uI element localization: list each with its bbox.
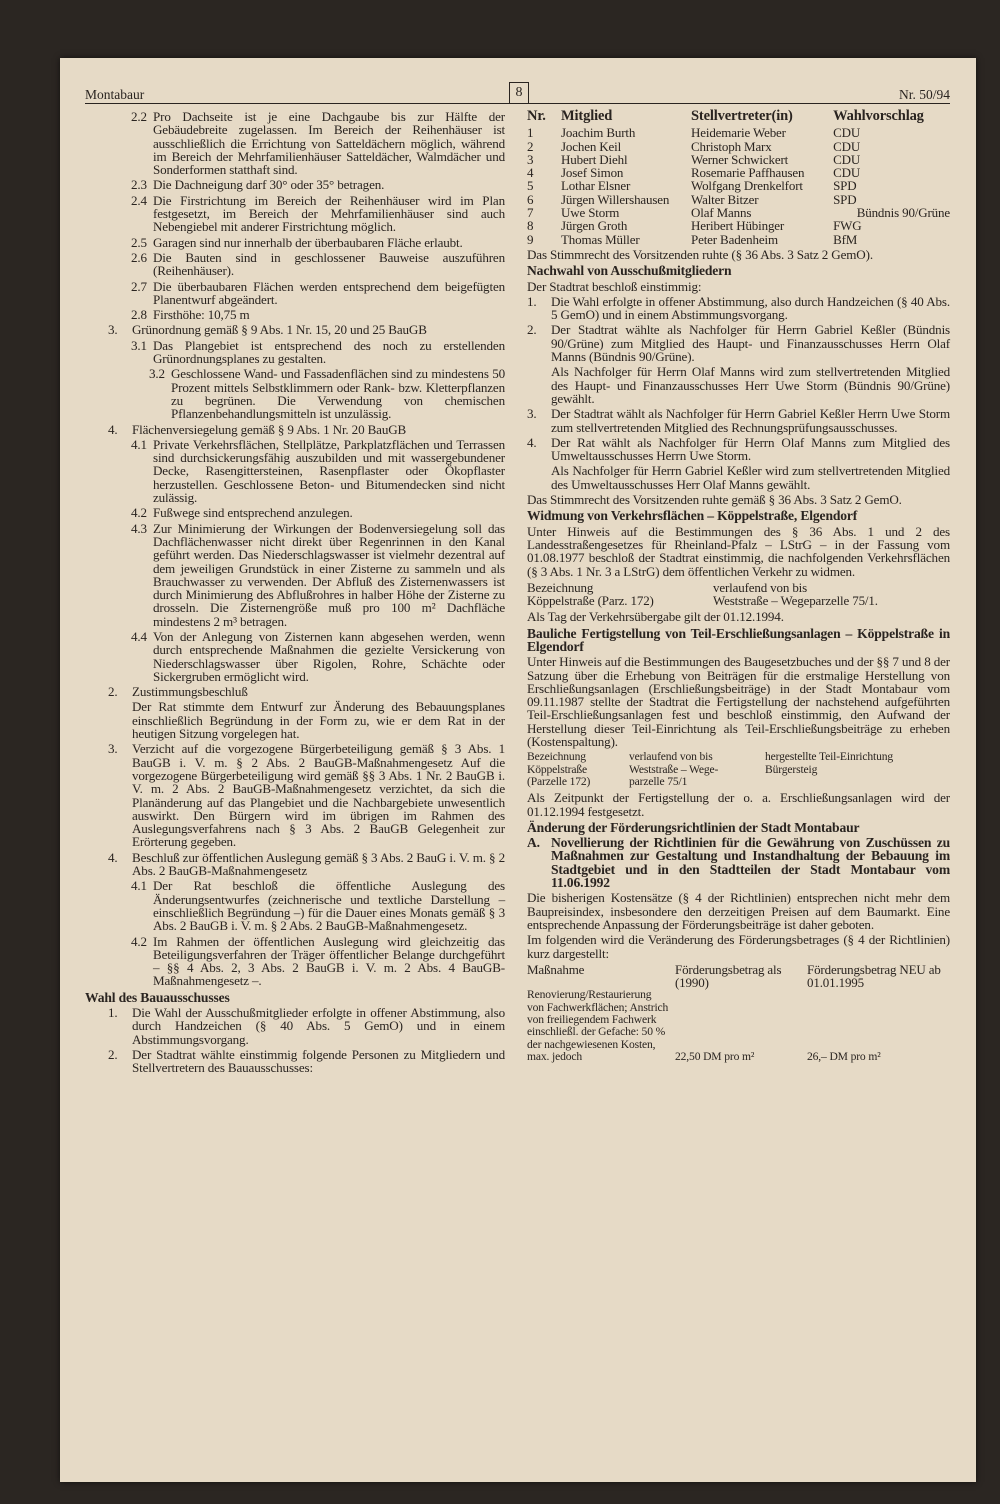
item-number: 3.	[108, 741, 118, 757]
table-cell: Walter Bitzer	[691, 191, 759, 207]
table-cell: 6	[527, 191, 534, 207]
table-cell: CDU	[833, 125, 861, 141]
table-row	[527, 140, 950, 153]
foerder-measure: Renovierung/Restaurierung von Fachwerkflächen; Anstrich von freiliegendem Fachwerk einschließl. der Gefache: 50 % der nachgewiesenen Kosten, max. jedoch	[527, 988, 669, 1063]
paragraph-text: Wahl des Bauausschusses	[85, 989, 230, 1005]
paragraph	[85, 685, 505, 698]
table-cell: Olaf Manns	[691, 205, 752, 221]
section-heading	[85, 991, 505, 1004]
section-heading	[527, 264, 950, 277]
table-cell: Rosemarie Paffhausen	[691, 165, 805, 181]
item-number: A.	[527, 835, 540, 851]
table-cell: SPD	[833, 191, 857, 207]
paragraph	[527, 791, 950, 818]
paragraph-text: Im Rahmen der öffentlichen Auslegung wird gleichzeitig das Beteiligungsverfahren der Träger öffentlicher Belange durchgeführt – §§ 4 Abs. 2, 3 Abs. 2 BauGB i. V. m. 2 Abs. 4 BauGB-Maßnahmengesetz –.	[153, 933, 505, 989]
paragraph	[85, 438, 505, 504]
item-number: 2.2	[131, 109, 147, 124]
foerder-old-amount: 22,50 DM pro m²	[675, 1049, 755, 1063]
paragraph	[527, 655, 950, 748]
table-cell: 7	[527, 205, 534, 221]
table-cell: CDU	[833, 138, 861, 154]
table-row	[527, 166, 950, 179]
paragraph-text: Unter Hinweis auf die Bestimmungen des Baugesetzbuches und der §§ 7 und 8 der Satzung über die Erhebung von Beiträgen für die erstmalige Herstellung von Erschließungsanlagen (Erschließungsbeiträge) in der Stadt Montabaur vom 09.11.1987 stellte der Stadtrat die Fertigstellung der nachstehend aufgeführten Teil-Erschließungsanlagen fest und beschloß einstimmig, den Aufwand der Herstellung dieser Teil-Einrichtung als Teil-Erschließungsbeiträge zu erheben (Kostenspaltung).	[527, 654, 950, 750]
table-cell: Werner Schwickert	[691, 151, 789, 167]
paragraph-text: Als Tag der Verkehrsübergabe gilt der 01.12.1994.	[527, 609, 784, 625]
paragraph	[527, 295, 950, 322]
item-number: 4.	[108, 421, 118, 437]
page-number: 8	[509, 82, 529, 104]
paragraph-text: Novellierung der Richtlinien für die Gewährung von Zuschüssen zu Maßnahmen zur Gestaltung und Instandhaltung der Bebauung im Stadtgebiet und in den Stadtteilen der Stadt Montabaur vom 11.06.1992	[551, 835, 950, 891]
paragraph-text: Als Nachfolger für Herrn Gabriel Keßler wird zum stellvertretenden Mitglied des Umweltausschusses Herr Olaf Manns gewählt.	[551, 463, 950, 492]
foerder-header-old: Förderungsbetrag als (1990)	[675, 961, 782, 991]
item-number: 4.1	[131, 436, 147, 452]
table-cell: Josef Simon	[561, 165, 624, 181]
widmung-cell: Köppelstraße (Parz. 172)	[527, 593, 654, 609]
paragraph-text: Änderung der Förderungsrichtlinien der Stadt Montabaur	[527, 819, 860, 835]
table-cell: 2	[527, 138, 534, 154]
table-cell: Hubert Diehl	[561, 151, 628, 167]
paragraph-text: Beschluß zur öffentlichen Auslegung gemäß § 3 Abs. 2 BauG i. V. m. § 2 Abs. 2 BauGB-Maßnahmengesetz	[132, 849, 505, 879]
issue-number: Nr. 50/94	[898, 87, 950, 102]
fertig-cell: Bürgersteig	[765, 762, 818, 776]
paragraph-text: Der Stadtrat wählte als Nachfolger für Herrn Gabriel Keßler (Bündnis 90/Grüne) zum Mitglied des Haupt- und Finanzausschusses Herrn Olaf Manns (Bündnis 90/Grüne).	[551, 322, 950, 365]
item-number: 2.6	[131, 249, 147, 265]
paragraph-text: Die Wahl erfolgte in offener Abstimmung, also durch Handzeichen (§ 40 Abs. 5 GemO) und in einem Abstimmungsvorgang.	[551, 293, 950, 323]
table-row	[527, 219, 950, 232]
col-deputy: Stellvertreter(in)	[691, 108, 793, 124]
paragraph-text: Der Stadtrat wählt als Nachfolger für Herrn Gabriel Keßler Herrn Uwe Storm zum stellvertretenden Mitglied des Rechnungsprüfungsausschusses.	[551, 406, 950, 435]
paragraph-text: Das Stimmrecht des Vorsitzenden ruhte (§ 36 Abs. 3 Satz 2 GemO).	[527, 246, 873, 262]
table-cell: 9	[527, 231, 534, 247]
paragraph	[85, 339, 505, 366]
item-number: 2.	[108, 1046, 118, 1062]
paragraph-text: Fußwege sind entsprechend anzulegen.	[153, 505, 353, 521]
widmung-header-name: Bezeichnung	[527, 579, 594, 595]
paragraph-text: Als Zeitpunkt der Fertigstellung der o. a. Erschließungsanlagen wird der 01.12.1994 festgesetzt.	[527, 790, 950, 819]
widmung-table	[527, 581, 950, 608]
paragraph	[527, 610, 950, 623]
item-number: 2.	[108, 684, 118, 700]
paragraph-text: Der Rat beschloß die öffentliche Auslegung des Änderungsentwurfes (zeichnerische und textliche Darstellung – einschließlich Begründung –) für die Dauer eines Monats gemäß § 3 Abs. 2 BauGB i. V. m. § 2 Abs. 2 BauGB-Maßnahmengesetz.	[153, 878, 505, 934]
paragraph	[85, 280, 505, 307]
paragraph-text: Die überbaubaren Flächen werden entsprechend dem beigefügten Planentwurf abgeändert.	[153, 278, 505, 307]
paragraph-text: Der Stadtrat beschloß einstimmig:	[527, 278, 702, 294]
paragraph-text: Grünordnung gemäß § 9 Abs. 1 Nr. 15, 20 und 25 BauGB	[132, 322, 427, 338]
paragraph-text: Im folgenden wird die Veränderung des Förderungsbetrages (§ 4 der Richtlinien) kurz dargestellt:	[527, 932, 950, 961]
paragraph	[85, 851, 505, 878]
table-cell: BfM	[833, 231, 858, 247]
fertig-header: verlaufend von bis	[629, 750, 713, 764]
table-cell: Peter Badenheim	[691, 231, 778, 247]
table-cell: Joachim Burth	[561, 125, 636, 141]
paragraph-text: Garagen sind nur innerhalb der überbaubaren Fläche erlaubt.	[153, 234, 463, 250]
foerder-header-new: Förderungsbetrag NEU ab 01.01.1995	[807, 961, 941, 991]
fertig-cell	[765, 776, 950, 788]
table-cell: Jürgen Willershausen	[561, 191, 670, 207]
paragraph-text: Der Rat stimmte dem Entwurf zur Änderung des Bebauungsplanes einschließlich Begründung in der Form zu, wie er dem Rat in der heutigen Sitzung vorgelegen hat.	[132, 699, 505, 742]
paragraph-text: Die Bauten sind in geschlossener Bauweise auszuführen (Reihenhäuser).	[153, 249, 505, 279]
table-cell: SPD	[833, 178, 857, 194]
table-cell: Christoph Marx	[691, 138, 772, 154]
right-column	[527, 110, 950, 1063]
table-row	[527, 126, 950, 139]
paragraph	[527, 436, 950, 463]
fertigstellung-table	[527, 751, 950, 788]
table-cell: Heidemarie Weber	[691, 125, 786, 141]
paragraph-text: Bauliche Fertigstellung von Teil-Erschließungsanlagen – Köppelstraße in Elgendorf	[527, 625, 950, 654]
table-cell: FWG	[833, 218, 862, 234]
item-number: 4.2	[131, 505, 147, 521]
paragraph-text: Geschlossene Wand- und Fassadenflächen sind zu mindestens 50 Prozent mittels Selbstklimmern oder Rank- bzw. Kletterpflanzen zu begrünen. Die Verwendung von chemischen Pflanzenbehandlungsmitteln ist unzulässig.	[171, 366, 505, 422]
item-number: 2.	[527, 322, 537, 338]
paragraph	[85, 879, 505, 932]
paragraph-text: Firsthöhe: 10,75 m	[153, 307, 250, 323]
paragraph	[527, 464, 950, 491]
paragraph-text: Die Wahl der Ausschußmitglieder erfolgte in offener Abstimmung, also durch Handzeichen (§ 40 Abs. 5 GemO) und in einem Abstimmungsvorgang.	[132, 1005, 505, 1047]
item-number: 3.1	[131, 337, 147, 353]
paragraph	[85, 935, 505, 988]
paragraph-text: Das Stimmrecht des Vorsitzenden ruhte gemäß § 36 Abs. 3 Satz 2 GemO.	[527, 492, 902, 508]
paragraph	[85, 323, 505, 336]
paragraph-text: Der Stadtrat wählte einstimmig folgende Personen zu Mitgliedern und Stellvertretern des Bauausschusses:	[132, 1046, 505, 1076]
paragraph-text: Als Nachfolger für Herrn Olaf Manns wird zum stellvertretenden Mitglied des Haupt- und Finanzausschusses Herr Uwe Storm (Bündnis 90/Grüne) gewählt.	[551, 364, 950, 406]
fertig-cell: Weststraße – Wege-	[629, 762, 719, 776]
table-row	[527, 206, 950, 219]
table-cell: Jürgen Groth	[561, 218, 628, 234]
table-cell: Jochen Keil	[561, 138, 622, 154]
fertig-cell: parzelle 75/1	[629, 774, 688, 788]
item-number: 2.7	[131, 278, 147, 294]
col-member: Mitglied	[561, 108, 613, 124]
paragraph-text: Die Dachneigung darf 30° oder 35° betragen.	[153, 177, 385, 193]
table-row	[527, 233, 950, 246]
col-party: Wahlvorschlag	[833, 108, 924, 124]
section-heading	[527, 627, 950, 654]
paragraph	[85, 700, 505, 740]
paragraph-text: Private Verkehrsflächen, Stellplätze, Parkplatzflächen und Terrassen sind durchsickerungsfähig auszubilden und mit wassergebundener Decke, Rasengittersteinen, Rasenpflaster oder Ökopflaster herzustellen. Geschlossene Beton- und Bitumendecken sind nicht zulässig.	[153, 436, 505, 506]
table-cell: Heribert Hübinger	[691, 218, 785, 234]
widmung-header-route: verlaufend von bis	[713, 579, 808, 595]
paragraph-text: Die bisherigen Kostensätze (§ 4 der Richtlinien) entsprechen nicht mehr dem Baupreisindex, insbesondere den derzeitigen Preisen auf dem Baumarkt. Eine entsprechende Anpassung der Förderungsbeiträge ist daher geboten.	[527, 890, 950, 932]
item-number: 4.1	[131, 878, 147, 894]
fertig-header: hergestellte Teil-Einrichtung	[765, 750, 894, 764]
paragraph	[85, 506, 505, 519]
paragraph	[85, 1006, 505, 1046]
paragraph	[527, 525, 950, 578]
foerderung-table	[527, 963, 950, 1063]
paragraph-text: Der Rat wählt als Nachfolger für Herrn Olaf Manns zum Mitglied des Umweltausschusses Herrn Uwe Storm.	[551, 434, 950, 464]
table-row	[527, 153, 950, 166]
right-text-b	[527, 610, 950, 748]
paragraph-text: Zustimmungsbeschluß	[132, 684, 248, 700]
table-cell: Thomas Müller	[561, 231, 640, 247]
table-cell: Wolfgang Drenkelfort	[691, 178, 803, 194]
table-cell: Lothar Elsner	[561, 178, 631, 194]
widmung-cell: Weststraße – Wegeparzelle 75/1.	[713, 593, 878, 609]
section-heading	[527, 509, 950, 522]
paragraph-text: Verzicht auf die vorgezogene Bürgerbeteiligung gemäß § 3 Abs. 1 BauGB i. V. m. § 2 Abs. 2 BauGB-Maßnahmengesetz Auf die vorgezogene Bürgerbeteiligung wird gemäß §§ 3 Abs. 1 Nr. 2 BauGB i. V. m. 2 Abs. 2 BauGB-Maßnahmengesetz verzichtet, da sich die Planänderung auf das Plangebiet und die Nachbargebiete unwesentlich auswirkt. Den Bürgern wird im übrigen im Rahmen des Auslegungsverfahrens nach § 3 Abs. 2 BauGB Gelegenheit zur Erörterung gegeben.	[132, 741, 505, 850]
paragraph	[85, 251, 505, 278]
item-number: 1.	[108, 1005, 118, 1020]
paragraph	[85, 194, 505, 234]
table-cell: Uwe Storm	[561, 205, 620, 221]
paragraph	[527, 280, 950, 293]
table-cell: 4	[527, 165, 534, 181]
paragraph	[527, 836, 950, 889]
table-cell: 1	[527, 125, 534, 141]
paragraph	[85, 308, 505, 321]
paragraph-text: Pro Dachseite ist je eine Dachgaube bis zur Hälfte der Gebäudebreite zugelassen. Im Bereich der Reihenhäuser ist ausschließlich die Errichtung von Satteldächern möglich, während im Bereich der Mehrfamilienhäuser Satteldächer, Walmdächer und Sonderformen statthaft sind.	[153, 109, 505, 178]
paragraph-text: Flächenversiegelung gemäß § 9 Abs. 1 Nr. 20 BauGB	[132, 421, 407, 437]
item-number: 4.3	[131, 520, 147, 536]
paragraph	[85, 236, 505, 249]
table-cell: CDU	[833, 165, 861, 181]
paragraph-text: Nachwahl von Ausschußmitgliedern	[527, 263, 732, 279]
paragraph-text: Das Plangebiet ist entsprechend des noch zu erstellenden Grünordnungsplanes zu gestalten.	[153, 337, 505, 367]
item-number: 2.8	[131, 307, 147, 323]
paragraph-text: Zur Minimierung der Wirkungen der Bodenversiegelung soll das Dachflächenwasser nicht direkt über Regenrinnen in den Kanal geführt werden. Das Niederschlagswasser ist vielmehr dezentral auf dem jeweiligen Grundstück in einer Zisterne zu sammeln und als Brauchwasser zu verwenden. Der Abfluß des Zisternenwassers ist durch Minimierung des Abflußrohres in halber Höhe der Zisterne zu drosseln. Die Zisternengröße muß pro 100 m² Dachfläche mindestens 2 m³ betragen.	[153, 520, 505, 629]
table-row	[527, 193, 950, 206]
paragraph	[527, 933, 950, 960]
col-nr: Nr.	[527, 108, 546, 124]
header-rule	[85, 103, 950, 104]
item-number: 3.2	[149, 366, 165, 382]
foerder-new-amount: 26,– DM pro m²	[807, 1049, 881, 1063]
table-cell: 8	[527, 218, 534, 234]
item-number: 2.4	[131, 192, 147, 208]
paragraph	[85, 367, 505, 420]
foerder-header-measure: Maßnahme	[527, 961, 585, 977]
paragraph	[85, 110, 505, 176]
fertig-cell: (Parzelle 172)	[527, 774, 591, 788]
item-number: 4.	[527, 434, 537, 450]
committee-members-table	[527, 110, 950, 246]
table-cell: CDU	[833, 151, 861, 167]
paragraph	[527, 248, 950, 261]
right-text-a	[527, 248, 950, 578]
item-number: 3.	[108, 322, 118, 338]
paragraph-text: Die Firstrichtung im Bereich der Reihenhäuser wird im Plan festgesetzt, im Bereich der Mehrfamilienhäuser sind auch Nebengiebel mit anderer Firstrichtung möglich.	[153, 192, 505, 235]
table-cell: 5	[527, 178, 534, 194]
paragraph	[527, 891, 950, 931]
paragraph	[85, 1048, 505, 1075]
page-header	[85, 82, 950, 104]
paragraph	[85, 178, 505, 191]
fertig-header: Bezeichnung	[527, 750, 586, 764]
paragraph	[527, 365, 950, 405]
table-cell: 3	[527, 151, 534, 167]
paragraph	[85, 742, 505, 848]
item-number: 2.5	[131, 234, 147, 250]
paragraph-text: Unter Hinweis auf die Bestimmungen des § 36 Abs. 1 und 2 des Landesstraßengesetzes für Rheinland-Pfalz – LStrG – in der Fassung vom 01.08.1977 beschloß der Stadtrat einstimmig, die nachfolgenden Verkehrsflächen (§ 3 Abs. 1 Nr. 3 a LStrG) dem öffentlichen Verkehr zu widmen.	[527, 523, 950, 579]
left-column	[85, 110, 505, 1076]
paragraph	[85, 423, 505, 436]
paragraph-text: Widmung von Verkehrsflächen – Köppelstraße, Elgendorf	[527, 508, 858, 524]
paragraph	[527, 323, 950, 363]
table-cell: Bündnis 90/Grüne	[856, 205, 950, 221]
paragraph-text: Von der Anlegung von Zisternen kann abgesehen werden, wenn durch entsprechende Maßnahmen die gezielte Versickerung von Niederschlagswasser über Rigolen, Rohre, Schächte oder Sickergruben ermöglicht wird.	[153, 628, 505, 684]
paragraph	[527, 407, 950, 434]
item-number: 1.	[527, 293, 537, 309]
table-row	[527, 179, 950, 192]
item-number: 4.4	[131, 628, 147, 644]
paragraph	[85, 630, 505, 683]
right-text-c	[527, 791, 950, 960]
town-name: Montabaur	[85, 87, 145, 102]
item-number: 4.2	[131, 933, 147, 949]
paragraph	[527, 493, 950, 506]
item-number: 3.	[527, 406, 537, 422]
item-number: 4.	[108, 849, 118, 865]
paragraph	[85, 522, 505, 628]
fertig-cell: Köppelstraße	[527, 762, 588, 776]
section-heading	[527, 821, 950, 834]
item-number: 2.3	[131, 177, 147, 193]
